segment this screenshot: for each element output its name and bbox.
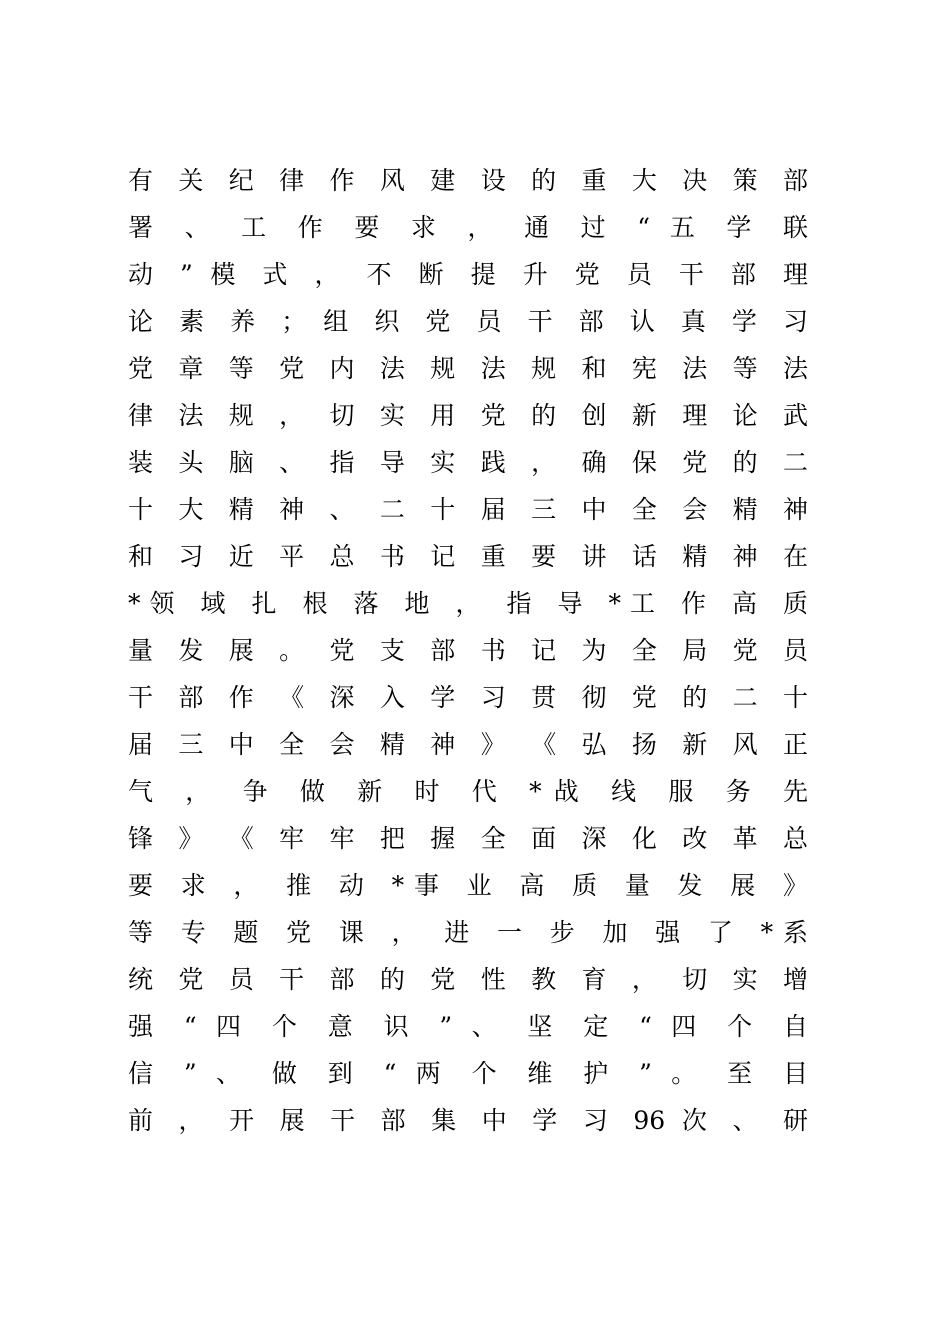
body-text: [128, 157, 808, 1144]
text-line-6: 律 法 规 ， 切 实 用 党 的 创 新 理 论 武: [128, 401, 808, 430]
text-line-3: 动 ” 模 式 ， 不 断 提 升 党 员 干 部 理: [128, 260, 808, 289]
text-line-1: 有 关 纪 律 作 风 建 设 的 重 大 决 策 部: [128, 166, 808, 195]
text-line-14: 气 ， 争 做 新 时 代 *战 线 服 务 先: [128, 777, 808, 806]
text-line-17: 等 专 题 党 课 ， 进 一 步 加 强 了 *系: [128, 918, 808, 947]
text-line-13: 届 三 中 全 会 精 神 》 《 弘 扬 新 风 正: [128, 730, 808, 759]
text-line-10: *领 域 扎 根 落 地 ， 指 导 *工 作 高 质: [128, 589, 808, 618]
text-line-18: 统 党 员 干 部 的 党 性 教 育 ， 切 实 增: [128, 965, 808, 994]
text-line-5: 党 章 等 党 内 法 规 法 规 和 宪 法 等 法: [128, 354, 808, 383]
text-line-16: 要 求 ， 推 动 *事 业 高 质 量 发 展 》: [128, 871, 808, 900]
text-line-20: 信 ” 、 做 到 “ 两 个 维 护 ” 。 至 目: [128, 1059, 808, 1088]
text-line-2: 署 、 工 作 要 求 ， 通 过 “ 五 学 联: [128, 213, 808, 242]
text-line-21: 前 ， 开 展 干 部 集 中 学 习 96 次 、 研: [128, 1106, 808, 1135]
text-line-4: 论 素 养 ； 组 织 党 员 干 部 认 真 学 习: [128, 307, 808, 336]
text-line-12: 干 部 作 《 深 入 学 习 贯 彻 党 的 二 十: [128, 683, 808, 712]
text-line-15: 锋 》 《 牢 牢 把 握 全 面 深 化 改 革 总: [128, 824, 808, 853]
text-line-7: 装 头 脑 、 指 导 实 践 ， 确 保 党 的 二: [128, 448, 808, 477]
text-line-19: 强 “ 四 个 意 识 ” 、 坚 定 “ 四 个 自: [128, 1012, 808, 1041]
text-line-11: 量 发 展 。 党 支 部 书 记 为 全 局 党 员: [128, 636, 808, 665]
text-line-9: 和 习 近 平 总 书 记 重 要 讲 话 精 神 在: [128, 542, 808, 571]
text-line-8: 十 大 精 神 、 二 十 届 三 中 全 会 精 神: [128, 495, 808, 524]
